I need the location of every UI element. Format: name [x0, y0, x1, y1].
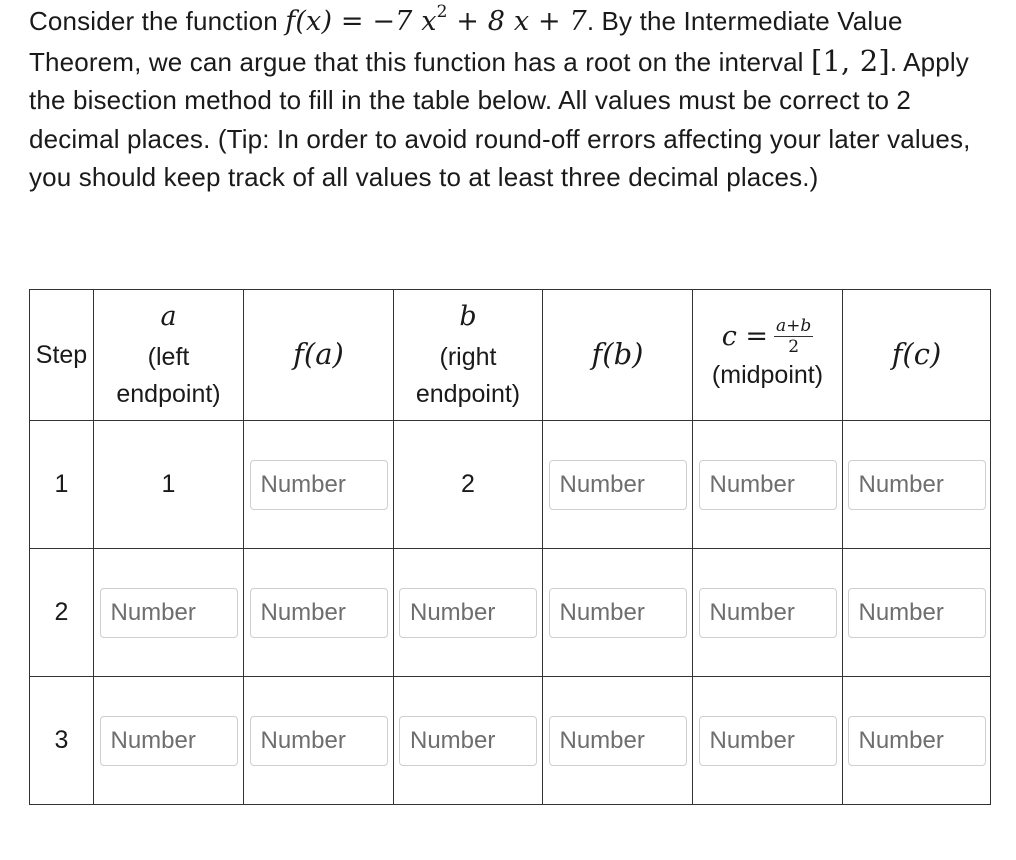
bisection-table [29, 289, 991, 805]
header-a-desc: (left endpoint) [116, 342, 221, 408]
table-row [30, 549, 991, 677]
problem-statement [29, 2, 1009, 197]
b-value: 2 [394, 421, 543, 549]
interval: [1, 2] [810, 43, 890, 78]
fa-cell [244, 549, 394, 677]
problem-theorem-text: . By the Intermediate Value Theorem, we can argue that this function has a root on the interval [29, 6, 903, 77]
header-c-var: c = [721, 321, 769, 352]
fa-input-2[interactable] [250, 588, 388, 638]
b-input-3[interactable] [399, 716, 537, 766]
header-fc [843, 290, 991, 421]
fa-input-3[interactable] [250, 716, 388, 766]
problem-instructions: . Apply the bisection method to fill in the table below. All values must be correct to 2 decimal places. (Tip: In order to avoid round-off errors affecting your later values, you should keep track of all values to at least three decimal places.) [29, 46, 971, 193]
header-step [30, 290, 94, 421]
fraction-numerator: a+b [776, 316, 812, 336]
function-formula [285, 2, 587, 37]
midpoint-fraction [774, 316, 813, 357]
b-cell [394, 677, 543, 805]
fa-cell [244, 421, 394, 549]
a-cell [94, 549, 244, 677]
step-cell: 1 [30, 421, 94, 549]
fc-input-2[interactable] [848, 588, 986, 638]
fc-cell [843, 677, 991, 805]
fb-cell [543, 549, 693, 677]
c-cell [693, 549, 843, 677]
c-input-2[interactable] [699, 588, 837, 638]
header-c [693, 290, 843, 421]
c-cell [693, 421, 843, 549]
header-a-var: a [160, 300, 177, 332]
c-input-3[interactable] [699, 716, 837, 766]
header-fc-label: f(c) [891, 336, 942, 371]
header-b-desc: (right endpoint) [415, 342, 521, 408]
a-input-2[interactable] [100, 588, 238, 638]
header-fa-label: f(a) [293, 336, 344, 371]
table-row [30, 421, 991, 549]
fb-input-3[interactable] [549, 716, 687, 766]
a-value: 1 [94, 421, 244, 549]
function-rhs-b: + 8 x + 7 [447, 6, 587, 37]
fraction-denominator: 2 [788, 337, 800, 357]
header-row [30, 290, 991, 421]
fb-input-1[interactable] [549, 460, 687, 510]
b-cell [394, 549, 543, 677]
fc-input-3[interactable] [848, 716, 986, 766]
function-equals: = [332, 6, 373, 37]
header-b-var: b [459, 300, 477, 332]
problem-intro: Consider the function [29, 6, 286, 36]
fc-cell [843, 549, 991, 677]
fb-cell [543, 677, 693, 805]
header-fa [244, 290, 394, 421]
header-fb-label: f(b) [591, 336, 644, 371]
header-fb [543, 290, 693, 421]
fa-cell [244, 677, 394, 805]
a-input-3[interactable] [100, 716, 238, 766]
fc-input-1[interactable] [848, 460, 986, 510]
fc-cell [843, 421, 991, 549]
header-b [394, 290, 543, 421]
fb-input-2[interactable] [549, 588, 687, 638]
a-cell [94, 677, 244, 805]
function-exponent: 2 [436, 2, 448, 22]
c-cell [693, 677, 843, 805]
fb-cell [543, 421, 693, 549]
header-step-label: Step [35, 340, 88, 369]
function-rhs-a: −7 x [372, 6, 437, 37]
step-cell: 3 [30, 677, 94, 805]
header-c-desc: (midpoint) [711, 361, 824, 389]
table-row [30, 677, 991, 805]
step-cell: 2 [30, 549, 94, 677]
function-lhs: f(x) [285, 6, 333, 37]
fa-input-1[interactable] [250, 460, 388, 510]
c-input-1[interactable] [699, 460, 837, 510]
b-input-2[interactable] [399, 588, 537, 638]
header-a [94, 290, 244, 421]
